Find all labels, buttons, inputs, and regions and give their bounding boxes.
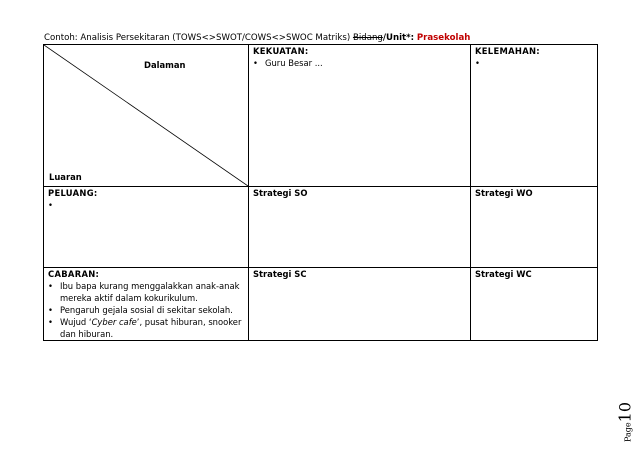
- kelemahan-cell: [471, 45, 598, 187]
- heading-value: Prasekolah: [416, 33, 471, 43]
- document-heading: [44, 33, 470, 44]
- kekuatan-list: [253, 57, 466, 69]
- cabaran-title: CABARAN:: [48, 269, 100, 279]
- strategi-so-label: Strategi SO: [253, 188, 308, 198]
- list-item: [48, 316, 244, 340]
- strategi-so-cell: [249, 187, 471, 268]
- heading-prefix: Contoh: Analisis Persekitaran (TOWS<>SWOT/COWS<>SWOC Matriks): [44, 33, 351, 43]
- page-word: Page: [623, 422, 633, 443]
- item-text-emphasis: Cyber cafe: [91, 317, 137, 327]
- kekuatan-cell: [249, 45, 471, 187]
- strategi-sc-cell: [249, 268, 471, 341]
- item-text-post: ’, pusat hiburan, snooker dan hiburan.: [60, 317, 242, 339]
- list-item: • Pengaruh gejala sosial di sekitar sekolah.: [48, 304, 244, 316]
- strategi-wo-label: Strategi WO: [475, 188, 533, 198]
- dalaman-label: Dalaman: [144, 60, 186, 70]
- page-number: [612, 398, 638, 446]
- strategi-wc-cell: [471, 268, 598, 341]
- item-text-pre: Wujud ‘: [60, 317, 92, 327]
- heading-unit: /Unit*:: [382, 33, 415, 43]
- heading-bidang: Bidang: [352, 33, 383, 43]
- kelemahan-title: KELEMAHAN:: [475, 46, 540, 56]
- cabaran-list: [48, 280, 244, 340]
- strategi-wc-label: Strategi WC: [475, 269, 532, 279]
- cabaran-cell: [44, 268, 249, 341]
- kekuatan-title: KEKUATAN:: [253, 46, 309, 56]
- peluang-cell: [44, 187, 249, 268]
- luaran-label: Luaran: [49, 172, 82, 182]
- diagonal-header-cell: [44, 45, 249, 187]
- tows-matrix: [43, 44, 598, 341]
- list-item: • Ibu bapa kurang menggalakkan anak-anak mereka aktif dalam kokurikulum.: [48, 280, 244, 304]
- peluang-title: PELUANG:: [48, 188, 98, 198]
- strategi-sc-label: Strategi SC: [253, 269, 307, 279]
- list-item: • Guru Besar ...: [253, 57, 466, 69]
- page-number-value: 10: [615, 401, 635, 423]
- strategi-wo-cell: [471, 187, 598, 268]
